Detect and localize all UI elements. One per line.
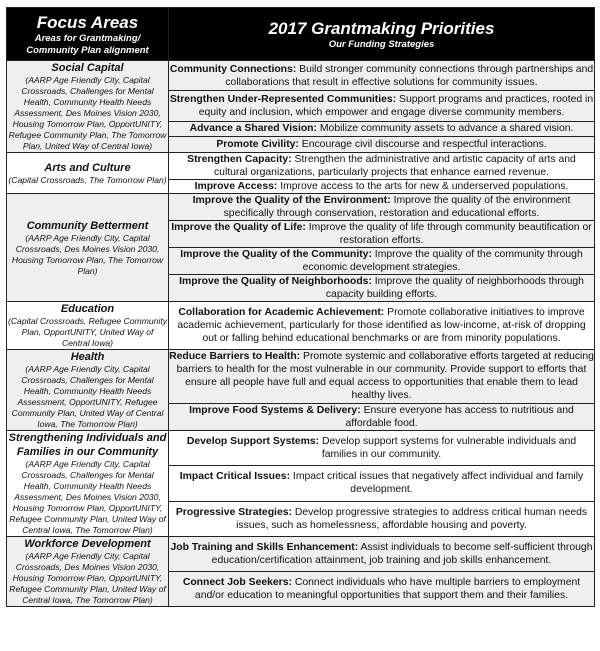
strategy-description: Improve the quality of the environment specifically through conservation, restoration and educational efforts. [223, 195, 571, 219]
strategy-label: Improve Food Systems & Delivery: [189, 404, 361, 416]
strategy-description: Encourage civil discourse and respectful interactions. [298, 139, 547, 151]
focus-area-cell [7, 302, 169, 350]
strategy-label: Impact Critical Issues: [179, 471, 291, 483]
strategy-label: Improve the Quality of Life: [171, 222, 306, 233]
strategy-label: Community Connections: [169, 63, 297, 75]
strategy-cell [169, 350, 595, 404]
strategy-cell [169, 572, 595, 607]
focus-area-cell [7, 537, 169, 607]
strategy-description: Build stronger community connections through partnerships and collaborations that result in effective solutions for community issues. [225, 63, 594, 88]
strategy-description: Assist individuals to become self-sufficient through education/certification attainment, job training and job skills enhancement. [211, 542, 593, 566]
strategy-label: Collaboration for Academic Achievement: [178, 307, 385, 318]
focus-area-alignment: (AARP Age Friendly City, Capital Crossroads, Des Moines Vision 2030, Housing Tomorrow Plan, The Tomorrow Plan) [11, 232, 164, 276]
strategy-description: Support programs and practices, rooted in equity and inclusion, which empower and engage diverse community members. [198, 93, 594, 118]
strategy-label: Strengthen Under-Represented Communities: [169, 93, 397, 105]
focus-area-title: Arts and Culture [44, 161, 131, 174]
focus-area-cell [7, 61, 169, 153]
strategy-label: Improve the Quality of the Community: [180, 249, 372, 260]
table-row [7, 431, 595, 466]
focus-area-cell [7, 350, 169, 431]
priorities-header [169, 8, 595, 61]
strategy-description: Promote systemic and collaborative efforts targeted at reducing barriers to health for the most vulnerable in our community. Provide support to efforts that ensure all people have full and equal access to opportunities that enable them to lead healthy lives. [176, 351, 594, 402]
strategy-cell [169, 248, 595, 275]
focus-area-alignment: (AARP Age Friendly City, Capital Crossroads, Challenges for Mental Health, Community Health Needs Assessment, Des Moines Vision 2030, Housing Tomorrow Plan, OpportUNITY, Refugee Community Plan, United Way of Central Iowa, The Tomorrow Plan) [9, 459, 166, 535]
table-row [7, 537, 595, 572]
header-row [7, 8, 595, 61]
focus-area-alignment: (AARP Age Friendly City, Capital Crossroads, Challenges for Mental Health, Community Health Needs Assessment, Des Moines Vision 2030, Housing Tomorrow Plan, OpportUNITY, Refugee Community Plan, The Tomorrow Plan, United Way of Central Iowa) [8, 75, 167, 151]
focus-area-alignment: (AARP Age Friendly City, Capital Crossroads, Challenges for Mental Health, Community Health Needs Assessment, OpportUNITY, Refugee Community Plan, United Way of Central Iowa, The Tomorrow Plan) [11, 364, 164, 429]
focus-area-title: Social Capital [51, 62, 124, 74]
strategy-label: Advance a Shared Vision: [189, 123, 317, 135]
focus-area-cell [7, 153, 169, 194]
strategy-cell [169, 221, 595, 248]
strategy-label: Reduce Barriers to Health: [169, 351, 301, 363]
strategy-label: Improve the Quality of the Environment: [192, 195, 391, 206]
strategy-cell [169, 275, 595, 302]
strategy-label: Develop Support Systems: [186, 436, 320, 448]
strategy-label: Improve Access: [194, 181, 278, 192]
focus-area-alignment: (AARP Age Friendly City, Capital Crossroads, Des Moines Vision 2030, Housing Tomorrow Plan, OpportUNITY, Refugee Community Plan, United Way of Central Iowa, The Tomorrow Plan) [9, 551, 166, 605]
strategy-label: Progressive Strategies: [175, 506, 292, 518]
strategy-label: Job Training and Skills Enhancement: [170, 542, 359, 553]
focus-area-cell [7, 431, 169, 537]
priorities-subtitle: Our Funding Strategies [328, 38, 435, 50]
focus-area-alignment: (Capital Crossroads, The Tomorrow Plan) [8, 174, 167, 185]
strategy-description: Ensure everyone has access to nutritious and affordable food. [345, 404, 574, 429]
focus-area-title: Education [60, 303, 115, 315]
strategy-cell [169, 121, 595, 137]
table-row [7, 61, 595, 91]
strategy-description: Improve the quality of neighborhoods through capacity building efforts. [325, 276, 584, 300]
strategy-cell [169, 180, 595, 194]
strategy-cell [169, 153, 595, 180]
focus-area-cell [7, 194, 169, 302]
focus-area-title: Community Betterment [26, 219, 149, 232]
strategy-cell [169, 403, 595, 430]
strategy-cell [169, 194, 595, 221]
strategy-label: Improve the Quality of Neighborhoods: [179, 276, 372, 287]
focus-area-alignment: (Capital Crossroads, Refugee Community Plan, OpportUNITY, United Way of Central Iowa) [7, 316, 168, 348]
priorities-table [6, 7, 595, 607]
strategy-description: Develop support systems for vulnerable individuals and families in our community. [319, 436, 577, 461]
strategy-description: Improve the quality of the community through economic development strategies. [302, 249, 583, 273]
table-row [7, 194, 595, 221]
table-row [7, 302, 595, 350]
strategy-cell [169, 537, 595, 572]
strategy-description: Impact critical issues that negatively affect individual and family development. [290, 471, 584, 496]
strategy-cell [169, 302, 595, 350]
priorities-title: 2017 Grantmaking Priorities [268, 18, 495, 38]
strategy-cell [169, 431, 595, 466]
strategy-description: Mobilize community assets to advance a shared vision. [317, 123, 574, 135]
table-row [7, 153, 595, 180]
strategy-description: Develop progressive strategies to address critical human needs issues, such as homelessness, affordable housing and poverty. [236, 506, 588, 531]
focus-area-title: Workforce Development [24, 538, 151, 550]
focus-areas-subtitle-1: Areas for Grantmaking/ [34, 32, 141, 44]
focus-areas-subtitle-2: Community Plan alignment [26, 44, 149, 56]
strategy-cell [169, 466, 595, 501]
strategy-description: Promote collaborative initiatives to improve academic achievement, particularly for those identified as low-income, at-risk of dropping out or falling behind educational benchmarks or are from minority populations. [177, 307, 586, 344]
strategy-label: Strengthen Capacity: [187, 154, 292, 165]
strategy-cell [169, 501, 595, 536]
strategy-description: Strengthen the administrative and artistic capacity of arts and cultural organizations, particularly projects that enhance earned revenue. [213, 154, 576, 178]
strategy-description: Improve the quality of life through community beautification or restoration efforts. [305, 222, 592, 246]
strategy-description: Connect individuals who have multiple barriers to employment and/or education to meaningful opportunities that support them and their families. [194, 577, 581, 601]
focus-areas-header [7, 8, 169, 61]
strategy-cell [169, 137, 595, 153]
strategy-label: Connect Job Seekers: [182, 577, 292, 588]
focus-area-title: Strengthening Individuals and Families in our Community [8, 432, 167, 458]
strategy-cell [169, 91, 595, 121]
focus-area-title: Health [70, 351, 105, 363]
table-row [7, 350, 595, 404]
strategy-label: Promote Civility: [216, 139, 299, 151]
strategy-description: Improve access to the arts for new & underserved populations. [277, 181, 569, 192]
focus-areas-title: Focus Areas [36, 12, 139, 32]
strategy-cell [169, 61, 595, 91]
